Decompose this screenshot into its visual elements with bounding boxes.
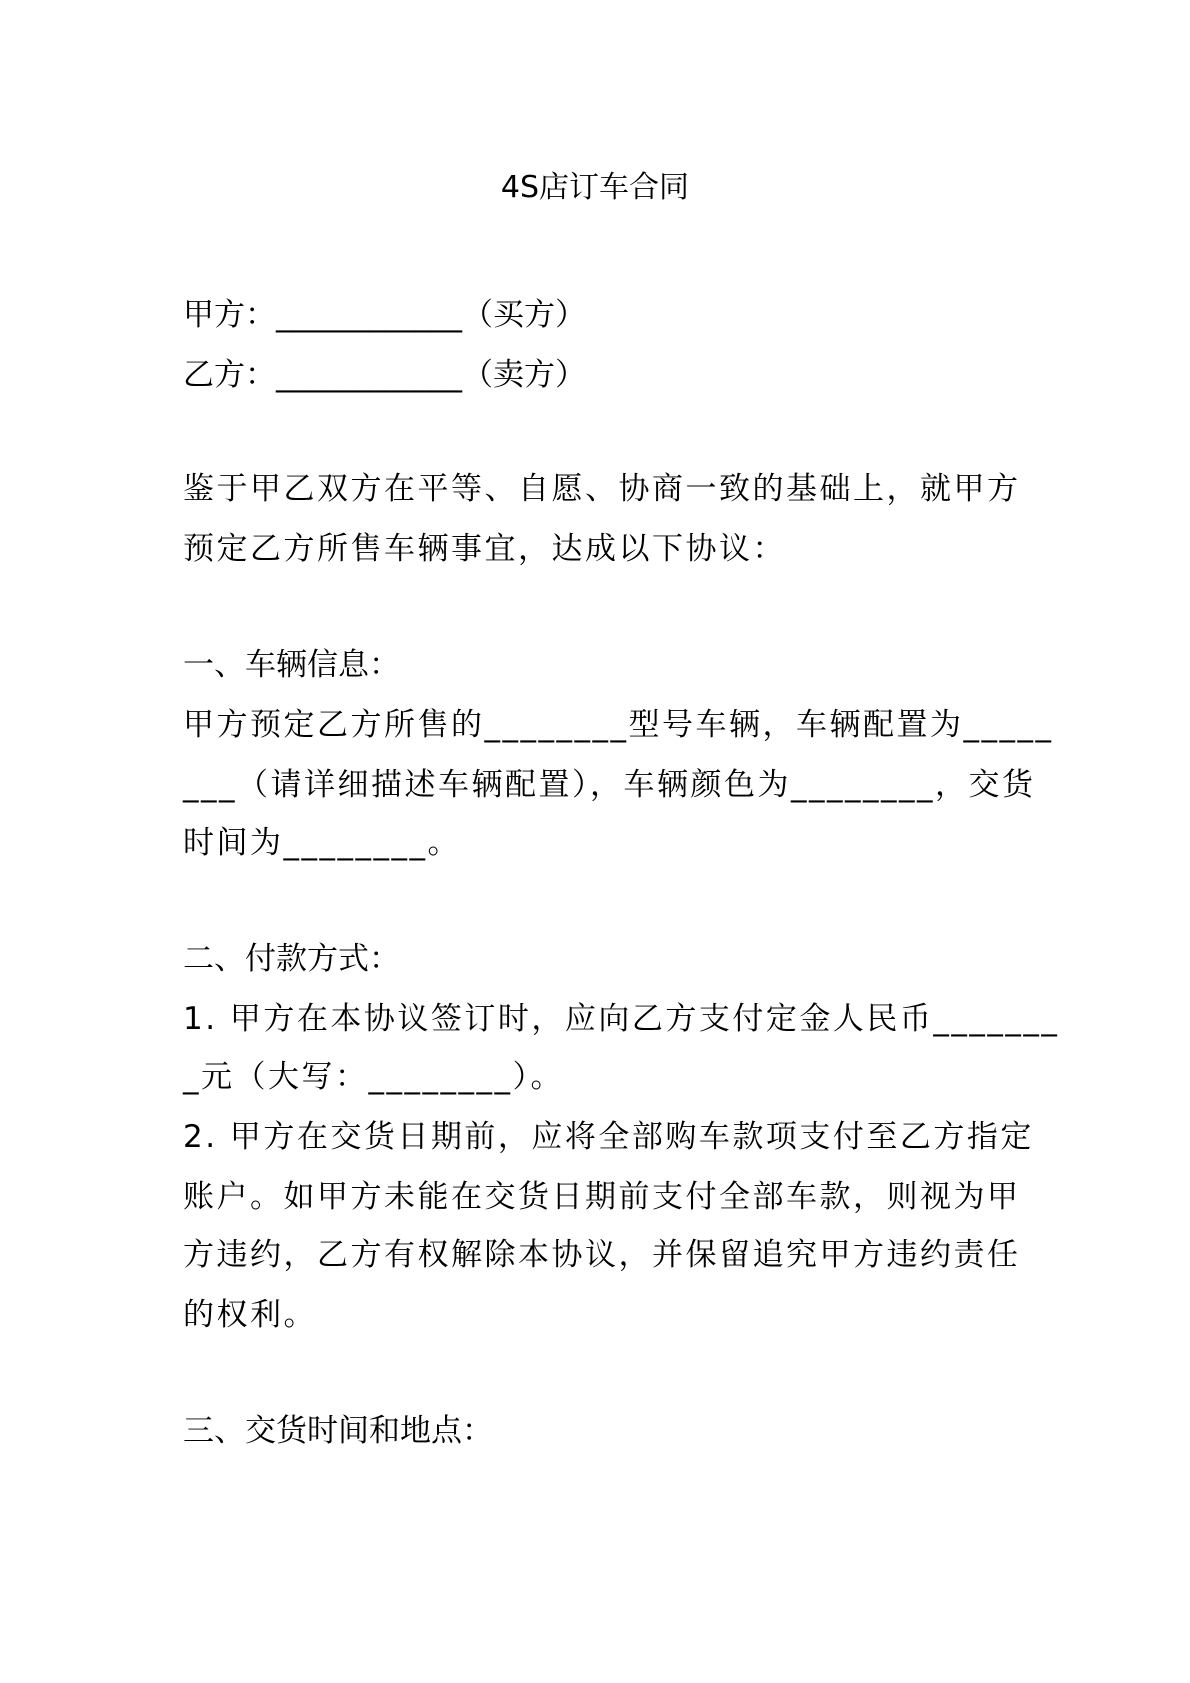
section-2-heading: 二、付款方式：: [183, 941, 400, 977]
document-title: 4S店订车合同: [500, 170, 690, 205]
preamble-line: 预定乙方所售车辆事宜，达成以下协议：: [183, 531, 786, 567]
section-2-item-2-line: 的权利。: [183, 1297, 317, 1333]
section-1-heading: 一、车辆信息：: [183, 647, 400, 683]
section-1-line: 甲方预定乙方所售的________型号车辆，车辆配置为_____: [183, 707, 1054, 743]
section-1-line: 时间为________。: [183, 825, 461, 861]
section-2-item-2-line: 账户。如甲方未能在交货日期前支付全部车款，则视为甲: [183, 1179, 1021, 1215]
preamble-line: 鉴于甲乙双方在平等、自愿、协商一致的基础上，就甲方: [183, 471, 1021, 507]
section-2-item-2-line: 2. 甲方在交货日期前，应将全部购车款项支付至乙方指定: [183, 1119, 1034, 1155]
section-2-item-1-line: _元（大写：________）。: [183, 1059, 564, 1095]
section-1-line: ___（请详细描述车辆配置），车辆颜色为________，交货: [183, 767, 1036, 803]
section-2-item-1-line: 1. 甲方在本协议签订时，应向乙方支付定金人民币_______: [183, 1001, 1060, 1037]
section-3-heading: 三、交货时间和地点：: [183, 1413, 493, 1449]
party-b-line: 乙方：____________（卖方）: [183, 357, 586, 393]
party-a-line: 甲方：____________（买方）: [183, 297, 586, 333]
section-2-item-2-line: 方违约，乙方有权解除本协议，并保留追究甲方违约责任: [183, 1237, 1021, 1273]
